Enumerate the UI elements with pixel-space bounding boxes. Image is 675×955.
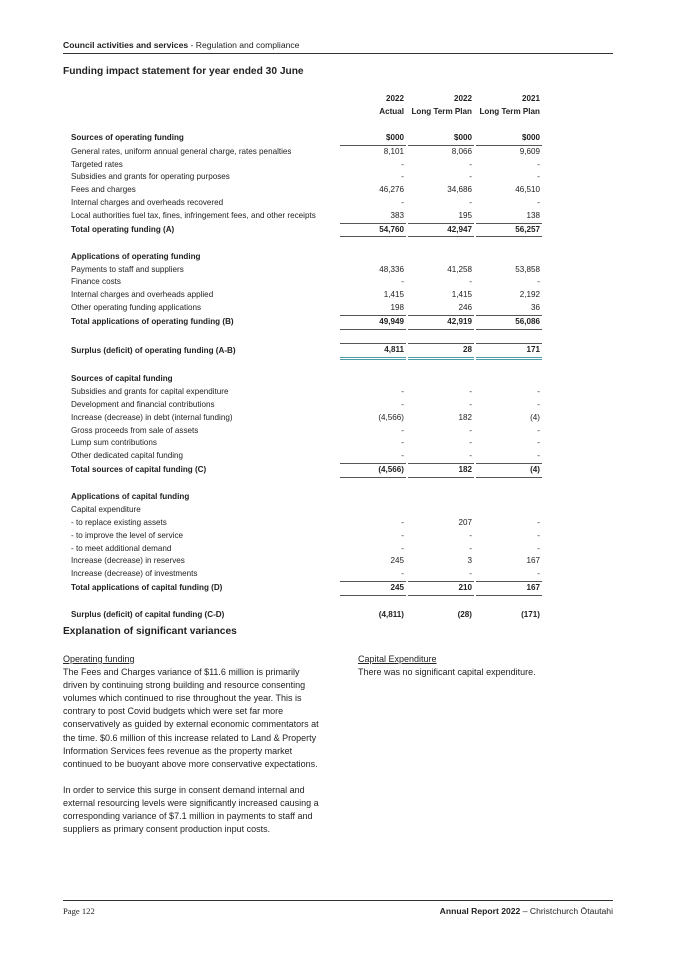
row-value: - bbox=[537, 438, 540, 448]
table-row bbox=[71, 517, 542, 530]
row-value: 2022 bbox=[453, 94, 472, 103]
spacer-row bbox=[71, 477, 542, 491]
operating-funding-explanation bbox=[63, 653, 323, 849]
section-heading-row bbox=[71, 373, 542, 386]
row-label: Fees and charges bbox=[71, 185, 136, 195]
row-value: - bbox=[401, 387, 404, 397]
row-value: - bbox=[537, 517, 540, 527]
row-label: Internal charges and overheads recovered bbox=[71, 197, 224, 207]
table-row bbox=[71, 425, 542, 438]
row-value: 1,415 bbox=[451, 290, 472, 300]
section-heading-row bbox=[71, 491, 542, 504]
table-row bbox=[71, 504, 542, 517]
spacer-cell bbox=[71, 477, 542, 491]
table-row bbox=[71, 302, 542, 315]
row-value: 182 bbox=[408, 464, 474, 478]
row-value: - bbox=[469, 400, 472, 410]
row-label: Payments to staff and suppliers bbox=[71, 264, 184, 274]
row-value: - bbox=[408, 568, 474, 581]
row-label: - to improve the level of service bbox=[71, 530, 184, 540]
row-value: Long Term Plan bbox=[411, 107, 472, 116]
row-label bbox=[71, 105, 340, 132]
table-row bbox=[71, 264, 542, 277]
row-label: Sources of operating funding bbox=[71, 133, 184, 143]
row-label: Increase (decrease) in debt (internal funding) bbox=[71, 412, 233, 422]
row-value: 54,760 bbox=[340, 223, 406, 237]
row-label: Subsidies and grants for operating purposes bbox=[71, 172, 230, 182]
row-value: 46,510 bbox=[515, 185, 540, 195]
row-value: 46,276 bbox=[379, 185, 404, 195]
row-value bbox=[408, 491, 474, 504]
total-row bbox=[71, 464, 542, 478]
table-row bbox=[71, 543, 542, 556]
row-value: - bbox=[401, 517, 404, 527]
row-value: 2022 bbox=[385, 94, 404, 103]
total-row bbox=[71, 223, 542, 237]
row-value: - bbox=[469, 159, 472, 169]
row-label: Applications of operating funding bbox=[71, 251, 201, 261]
row-value bbox=[476, 504, 542, 517]
row-value: 167 bbox=[526, 556, 540, 566]
operating-funding-heading: Operating funding bbox=[63, 654, 135, 664]
report-title bbox=[440, 906, 613, 916]
spacer-row bbox=[71, 237, 542, 251]
spacer-cell bbox=[71, 595, 542, 609]
row-value: - bbox=[469, 543, 472, 553]
row-label: Local authorities fuel tax, fines, infringement fees, and other receipts bbox=[71, 211, 316, 221]
row-value bbox=[476, 491, 542, 504]
row-value: - bbox=[401, 543, 404, 553]
row-value: 245 bbox=[390, 556, 404, 566]
row-value: - bbox=[401, 400, 404, 410]
row-value: - bbox=[401, 425, 404, 435]
row-value: 210 bbox=[408, 581, 474, 595]
table-row bbox=[71, 450, 542, 463]
row-value: - bbox=[469, 387, 472, 397]
row-value: - bbox=[537, 172, 540, 182]
row-value: 2021 bbox=[521, 94, 540, 103]
row-label: Increase (decrease) in reserves bbox=[71, 556, 185, 566]
row-value: 246 bbox=[408, 302, 474, 315]
row-value: 34,686 bbox=[447, 185, 472, 195]
row-label: - to replace existing assets bbox=[71, 517, 167, 527]
report-name: Annual Report 2022 bbox=[439, 906, 521, 916]
capital-expenditure-heading: Capital Expenditure bbox=[358, 654, 437, 664]
row-label: Surplus (deficit) of capital funding (C-D) bbox=[71, 610, 225, 620]
row-value: - bbox=[401, 530, 404, 540]
row-value: - bbox=[476, 568, 542, 581]
row-value: (4,566) bbox=[340, 464, 406, 478]
row-value: 2,192 bbox=[519, 290, 540, 300]
row-label: Increase (decrease) of investments bbox=[71, 569, 198, 579]
row-value: - bbox=[469, 277, 472, 287]
row-value: (171) bbox=[521, 610, 540, 620]
row-value: - bbox=[469, 172, 472, 182]
table-row bbox=[71, 437, 542, 450]
header-divider bbox=[63, 53, 613, 54]
row-value: - bbox=[340, 568, 406, 581]
row-value: Actual bbox=[379, 107, 404, 116]
section-heading-row bbox=[71, 251, 542, 264]
explanation-paragraph: In order to service this surge in consent demand internal and external resourcing levels were significantly increased causing a corresponding variance of $7.1 million in payments to staff and suppliers as primary consent production input costs. bbox=[63, 784, 319, 835]
page-header bbox=[63, 40, 613, 50]
row-value: 8,066 bbox=[451, 146, 472, 156]
row-label: General rates, uniform annual general charge, rates penalties bbox=[71, 146, 292, 156]
table-header-type bbox=[71, 105, 542, 132]
row-label: Total applications of operating funding (B) bbox=[71, 316, 234, 326]
row-value: 4,811 bbox=[340, 344, 406, 359]
row-value: - bbox=[469, 425, 472, 435]
spacer-cell bbox=[71, 329, 542, 344]
row-value: - bbox=[401, 438, 404, 448]
row-label bbox=[71, 93, 340, 105]
row-value bbox=[476, 251, 542, 264]
row-value: - bbox=[340, 450, 406, 463]
row-value: 53,858 bbox=[515, 264, 540, 274]
row-value: - bbox=[537, 400, 540, 410]
section-heading-row bbox=[71, 132, 542, 145]
table-row bbox=[71, 289, 542, 302]
row-value: - bbox=[537, 197, 540, 207]
table-row bbox=[71, 555, 542, 568]
row-label: Gross proceeds from sale of assets bbox=[71, 425, 199, 435]
row-value: (4,566) bbox=[378, 412, 404, 422]
row-label: Development and financial contributions bbox=[71, 400, 215, 410]
row-value: - bbox=[401, 277, 404, 287]
footer-divider bbox=[63, 900, 613, 901]
row-value: - bbox=[476, 450, 542, 463]
row-value: (4) bbox=[476, 464, 542, 478]
row-label: Other dedicated capital funding bbox=[71, 451, 184, 461]
row-value: (4) bbox=[530, 412, 540, 422]
row-value bbox=[340, 491, 406, 504]
row-value: 171 bbox=[476, 344, 542, 359]
row-label: Finance costs bbox=[71, 277, 121, 287]
row-value: - bbox=[537, 425, 540, 435]
row-value bbox=[408, 504, 474, 517]
capital-expenditure-explanation bbox=[358, 653, 613, 692]
row-value: 42,919 bbox=[408, 315, 474, 329]
table-row bbox=[71, 197, 542, 210]
table-row bbox=[71, 530, 542, 543]
row-value: (28) bbox=[457, 610, 472, 620]
row-value: 41,258 bbox=[447, 264, 472, 274]
row-value bbox=[340, 251, 406, 264]
row-value: - bbox=[537, 159, 540, 169]
spacer-row bbox=[71, 358, 542, 373]
table-row bbox=[71, 412, 542, 425]
row-value bbox=[408, 373, 474, 386]
row-value: (4,811) bbox=[378, 610, 404, 620]
variances-title: Explanation of significant variances bbox=[63, 626, 237, 637]
row-value: $000 bbox=[408, 132, 474, 145]
row-label: Subsidies and grants for capital expenditure bbox=[71, 387, 229, 397]
table-row bbox=[71, 399, 542, 412]
row-value: Long Term Plan bbox=[479, 107, 540, 116]
report-location: – Christchurch Ōtautahi bbox=[520, 906, 613, 916]
surplus-row bbox=[71, 609, 542, 622]
table-row bbox=[71, 386, 542, 399]
row-value: 36 bbox=[476, 302, 542, 315]
table-row bbox=[71, 276, 542, 289]
section-subtitle: - Regulation and compliance bbox=[188, 40, 300, 50]
row-value: 207 bbox=[458, 517, 472, 527]
row-value: 56,086 bbox=[476, 315, 542, 329]
explanation-paragraph: There was no significant capital expenditure. bbox=[358, 667, 536, 678]
row-value: - bbox=[401, 159, 404, 169]
table-row bbox=[71, 210, 542, 223]
table-header-year bbox=[71, 93, 542, 105]
row-label: Sources of capital funding bbox=[71, 374, 173, 384]
spacer-cell bbox=[71, 237, 542, 251]
row-label: Internal charges and overheads applied bbox=[71, 290, 214, 300]
row-label: Total operating funding (A) bbox=[71, 224, 175, 234]
row-value: 28 bbox=[408, 344, 474, 359]
row-value: 9,609 bbox=[519, 146, 540, 156]
row-value: 195 bbox=[408, 210, 474, 223]
row-value bbox=[340, 504, 406, 517]
spacer-row bbox=[71, 595, 542, 609]
row-value: - bbox=[537, 277, 540, 287]
row-label: Total applications of capital funding (D) bbox=[71, 582, 223, 592]
row-label: - to meet additional demand bbox=[71, 543, 172, 553]
surplus-row bbox=[71, 344, 542, 359]
spacer-cell bbox=[71, 358, 542, 373]
row-label: Lump sum contributions bbox=[71, 438, 157, 448]
row-value: - bbox=[537, 543, 540, 553]
row-value: $000 bbox=[476, 132, 542, 145]
row-value: 42,947 bbox=[408, 223, 474, 237]
row-value: 48,336 bbox=[379, 264, 404, 274]
row-value bbox=[340, 373, 406, 386]
section-title: Council activities and services bbox=[63, 40, 189, 50]
row-label: Surplus (deficit) of operating funding (A-B) bbox=[71, 345, 236, 355]
row-value: - bbox=[469, 530, 472, 540]
row-label: Applications of capital funding bbox=[71, 492, 190, 502]
row-value: 138 bbox=[476, 210, 542, 223]
row-value: - bbox=[401, 172, 404, 182]
total-row bbox=[71, 581, 542, 595]
row-value: - bbox=[537, 387, 540, 397]
spacer-row bbox=[71, 329, 542, 344]
row-value: 245 bbox=[340, 581, 406, 595]
table-row bbox=[71, 184, 542, 197]
row-value bbox=[408, 251, 474, 264]
table-row bbox=[71, 568, 542, 581]
row-value: 167 bbox=[476, 581, 542, 595]
row-label: Capital expenditure bbox=[71, 505, 141, 515]
row-value bbox=[476, 373, 542, 386]
row-value: 56,257 bbox=[476, 223, 542, 237]
funding-impact-table bbox=[71, 93, 542, 622]
fis-title: Funding impact statement for year ended 30 June bbox=[63, 66, 304, 77]
row-value: 198 bbox=[340, 302, 406, 315]
row-value: 182 bbox=[458, 412, 472, 422]
row-value: 3 bbox=[467, 556, 472, 566]
table-row bbox=[71, 145, 542, 158]
row-label: Total sources of capital funding (C) bbox=[71, 465, 207, 475]
row-value: 383 bbox=[340, 210, 406, 223]
row-label: Targeted rates bbox=[71, 159, 123, 169]
row-value: $000 bbox=[340, 132, 406, 145]
total-row bbox=[71, 315, 542, 329]
row-value: 1,415 bbox=[383, 290, 404, 300]
row-value: - bbox=[401, 197, 404, 207]
table-row bbox=[71, 171, 542, 184]
page-number: Page 122 bbox=[63, 906, 95, 916]
explanation-paragraph: The Fees and Charges variance of $11.6 million is primarily driven by continuing strong building and resource consenting volumes which continued to rise throughout the year. This is contrary to post Covid budgets which were set far more conservatively as guided by external economic commentators at the time. $0.6 million of this increase related to Land & Property Information Services fees revenue as the property market continued to be buoyant above more conservative expectations. bbox=[63, 667, 319, 769]
row-value: - bbox=[537, 530, 540, 540]
row-value: - bbox=[408, 450, 474, 463]
row-label: Other operating funding applications bbox=[71, 303, 202, 313]
table-row bbox=[71, 159, 542, 172]
row-value: 49,949 bbox=[340, 315, 406, 329]
row-value: - bbox=[469, 438, 472, 448]
row-value: - bbox=[469, 197, 472, 207]
row-value: 8,101 bbox=[383, 146, 404, 156]
